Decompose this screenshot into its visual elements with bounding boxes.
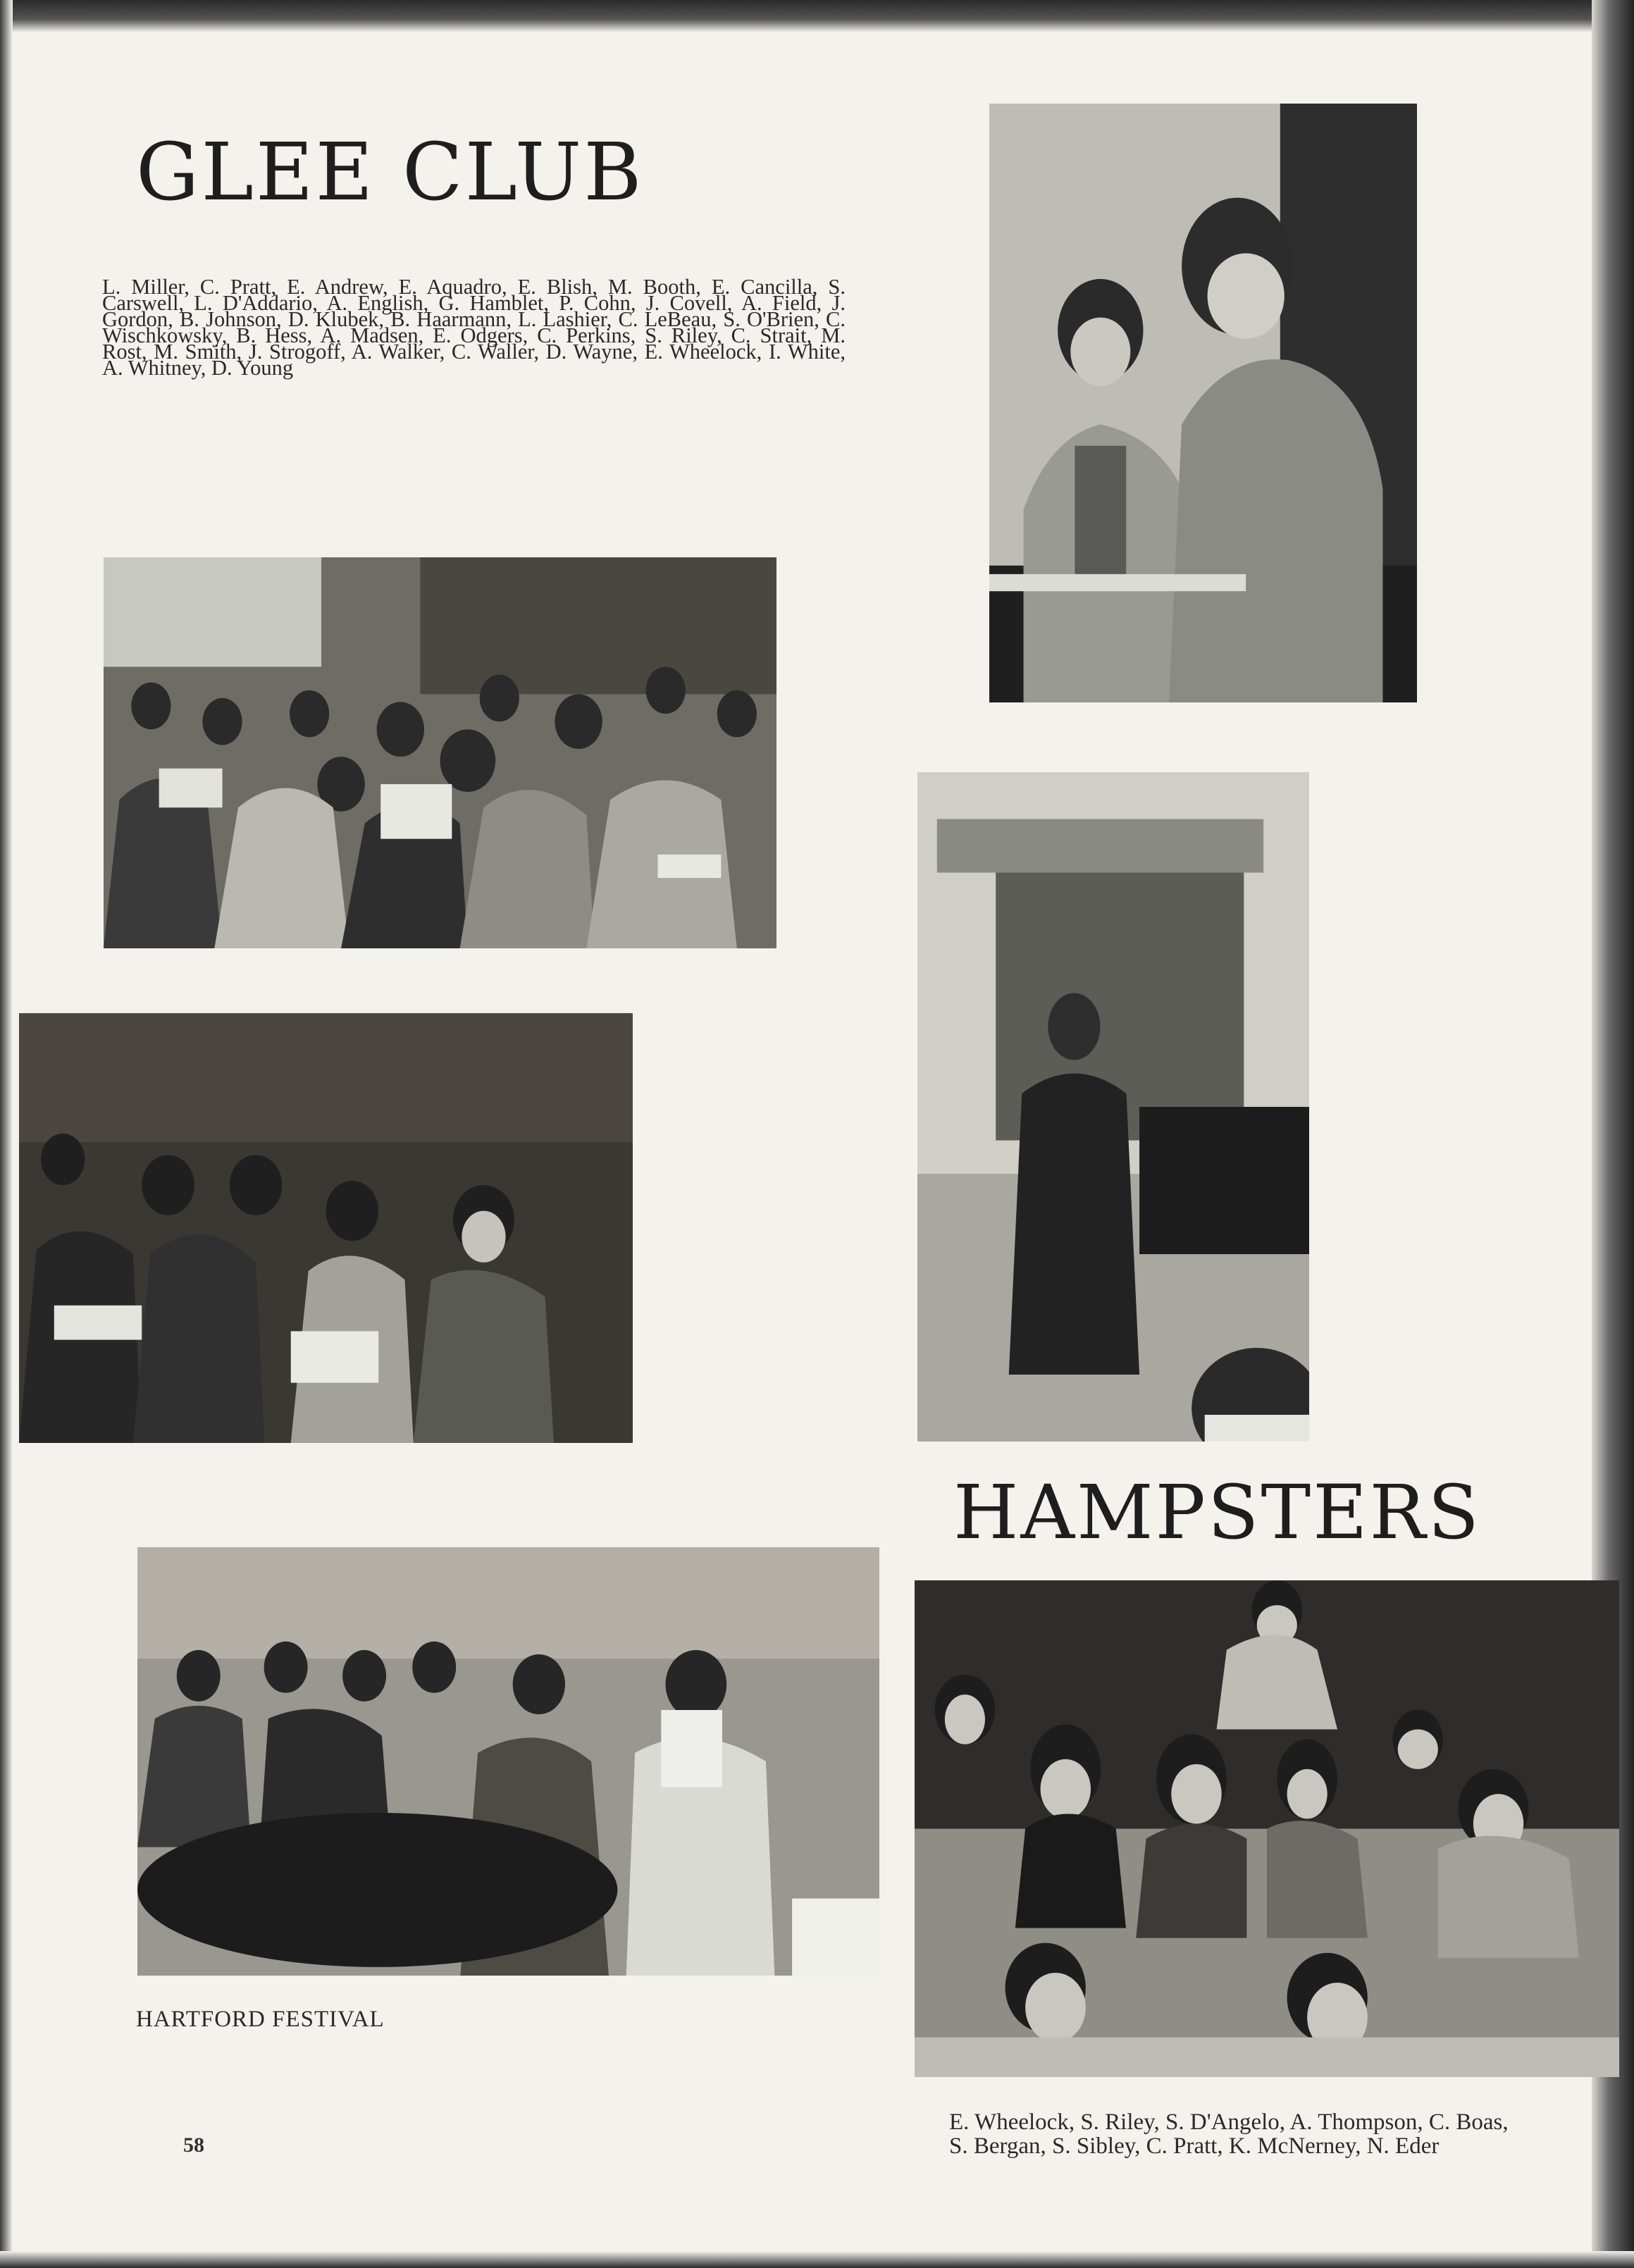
page-edge-bottom bbox=[0, 2251, 1634, 2268]
page-edge-left bbox=[0, 0, 13, 2268]
photo-hampsters-group bbox=[915, 1580, 1619, 2077]
photo-director-conducting bbox=[917, 772, 1309, 1442]
photo-hartford-festival bbox=[137, 1547, 879, 1976]
hampsters-title: HAMPSTERS bbox=[953, 1469, 1481, 1556]
glee-club-roster: L. Miller, C. Pratt, E. Andrew, E. Aquadro, E. Blish, M. Booth, E. Cancilla, S. Carswell, L. D'Addario, A. English, G. Hamblet, P. Cohn, J. Covell, A. Field, J. Gordon, B. Johnson, D. Klubek, B. Haarmann, L. Lashier, C. LeBeau, S. O'Brien, C. Wischkowsky, B. Hess, A. Madsen, E. Odgers, C. Perkins, S. Riley, C. Strait, M. Rost, M. Smith, J. Strogoff, A. Walker, C. Waller, D. Wayne, E. Wheelock, I. White, A. Whitney, D. Young bbox=[102, 275, 846, 380]
hampsters-roster bbox=[949, 2110, 1611, 2158]
page-edge-top bbox=[0, 0, 1634, 32]
hartford-festival-caption: HARTFORD FESTIVAL bbox=[136, 2007, 385, 2032]
photo-choir-seated bbox=[19, 1013, 633, 1443]
photo-piano-duo bbox=[989, 104, 1417, 702]
page-number: 58 bbox=[183, 2133, 204, 2157]
glee-club-title: GLEE CLUB bbox=[136, 127, 644, 218]
hampsters-roster-line-2: S. Bergan, S. Sibley, C. Pratt, K. McNerney, N. Eder bbox=[949, 2133, 1440, 2159]
photo-choir-rehearsal bbox=[104, 557, 776, 948]
hampsters-roster-line-1: E. Wheelock, S. Riley, S. D'Angelo, A. Thompson, C. Boas, bbox=[949, 2109, 1509, 2135]
